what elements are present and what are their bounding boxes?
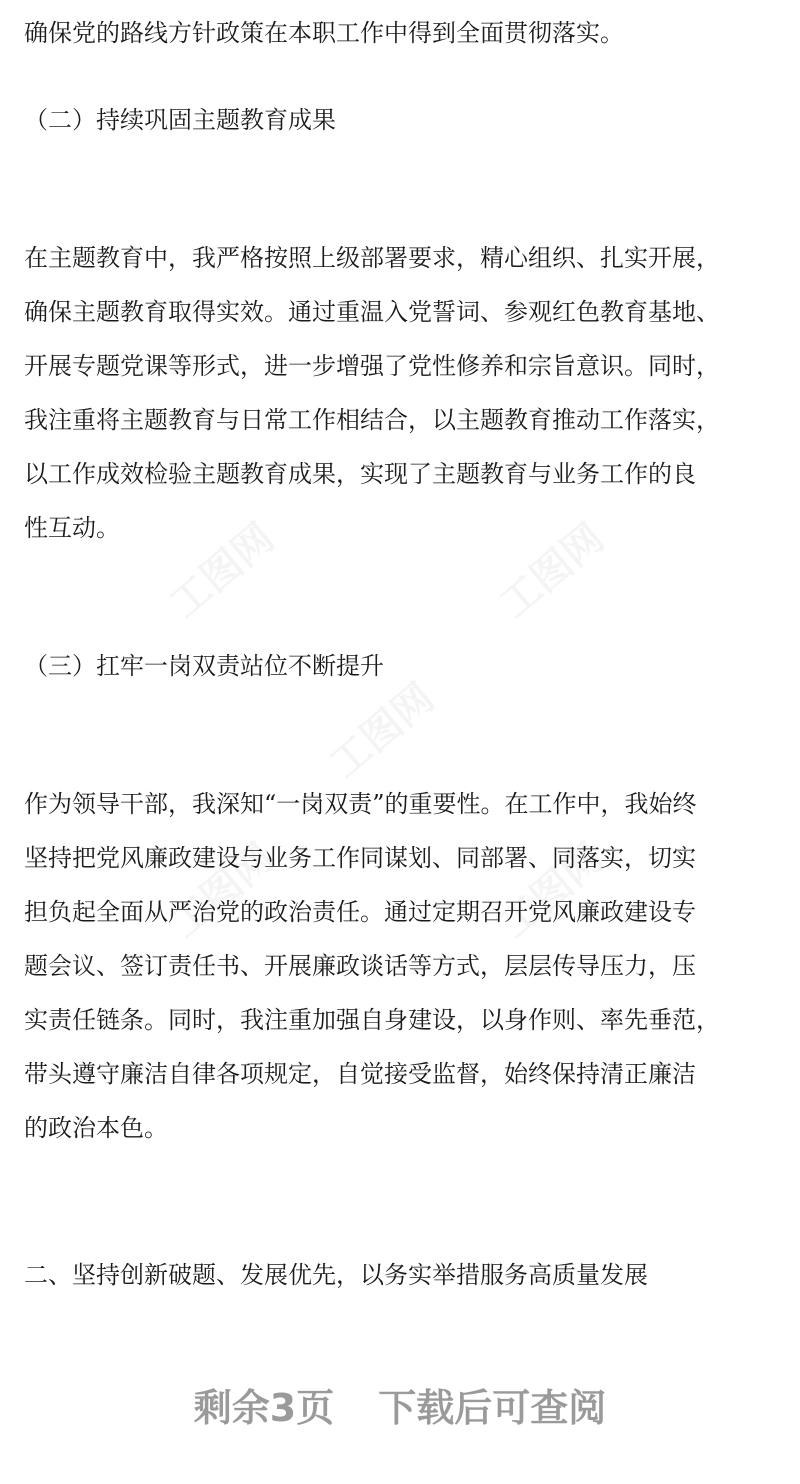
- body-text-line: 确保党的路线方针政策在本职工作中得到全面贯彻落实。: [24, 19, 624, 47]
- section-heading: （二）持续巩固主题教育成果: [24, 106, 336, 134]
- body-text-line: 在主题教育中，我严格按照上级部署要求，精心组织、扎实开展，: [24, 244, 720, 272]
- body-text-line: 我注重将主题教育与日常工作相结合，以主题教育推动工作落实，: [24, 406, 720, 434]
- remaining-pages-label: 剩余3页: [193, 1386, 335, 1430]
- download-prompt[interactable]: [0, 1384, 800, 1432]
- body-text-line: 性互动。: [24, 514, 120, 542]
- body-text-line: 坚持把党风廉政建设与业务工作同谋划、同部署、同落实，切实: [24, 844, 696, 872]
- body-text-line: 实责任链条。同时，我注重加强自身建设，以身作则、率先垂范，: [24, 1006, 720, 1034]
- body-text-line: 担负起全面从严治党的政治责任。通过定期召开党风廉政建设专: [24, 898, 696, 926]
- section-heading: 二、坚持创新破题、发展优先，以务实举措服务高质量发展: [24, 1261, 648, 1289]
- download-to-view-label: 下载后可查阅: [378, 1386, 607, 1430]
- body-text-line: 的政治本色。: [24, 1114, 168, 1142]
- body-text-line: 以工作成效检验主题教育成果，实现了主题教育与业务工作的良: [24, 460, 696, 488]
- body-text-line: 确保主题教育取得实效。通过重温入党誓词、参观红色教育基地、: [24, 298, 720, 326]
- body-text-line: 开展专题党课等形式，进一步增强了党性修养和宗旨意识。同时，: [24, 352, 720, 380]
- body-text-line: 题会议、签订责任书、开展廉政谈话等方式，层层传导压力，压: [24, 952, 696, 980]
- body-text-line: 带头遵守廉洁自律各项规定，自觉接受监督，始终保持清正廉洁: [24, 1060, 696, 1088]
- section-heading: （三）扛牢一岗双责站位不断提升: [24, 652, 384, 680]
- body-text-line: 作为领导干部，我深知“一岗双责”的重要性。在工作中，我始终: [24, 790, 697, 818]
- watermark-logo: [316, 668, 445, 789]
